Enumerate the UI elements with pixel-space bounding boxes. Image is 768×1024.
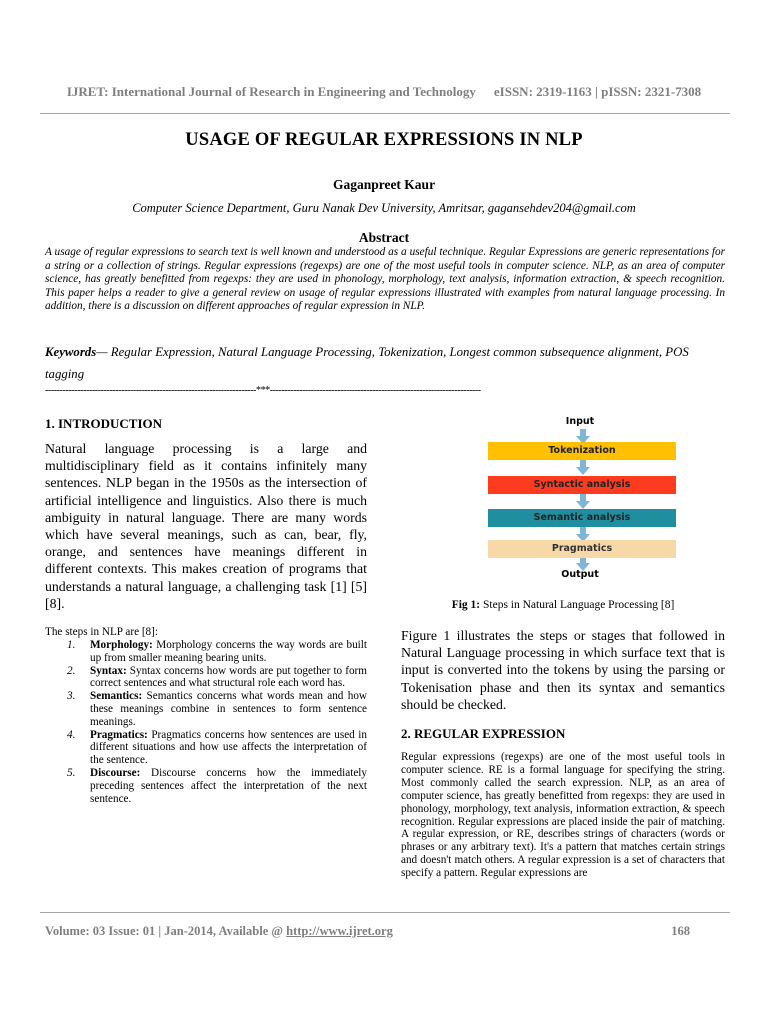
step-term: Discourse: xyxy=(90,767,141,779)
section-separator: ------------------------------------------------------------------------***------------------------------------------------------------------------ xyxy=(45,385,481,396)
introduction-heading: 1. INTRODUCTION xyxy=(45,416,163,431)
volume-info: Volume: 03 Issue: 01 | Jan-2014, Available @ xyxy=(45,924,287,938)
step-term: Semantics: xyxy=(90,690,143,703)
arrow-down-icon xyxy=(576,467,590,475)
footer-rule xyxy=(40,912,730,913)
abstract-text: A usage of regular expressions to search text is well known and understood as a useful technique. Regular Expressions are generic representations for a string or a collection of strings. Regular expressions (regexps) are one of the most useful tools in computer science. NLP, as an area of computer science, has greatly benefitted from regexps: they are used in phonology, morphology, text analysis, information extraction, & speech recognition. This paper helps a reader to give a general review on usage of regular expressions illustrated with examples from natural language processing. In addition, there is a discussion on different approaches of regular expression in NLP. xyxy=(45,246,725,313)
keywords-text: — Regular Expression, Natural Language Processing, Tokenization, Longest common subsequence alignment, POS tagging xyxy=(45,345,689,381)
page-number: 168 xyxy=(671,924,690,938)
list-item xyxy=(45,729,367,767)
paper-title: USAGE OF REGULAR EXPRESSIONS IN NLP xyxy=(185,130,583,150)
author-name: Gaganpreet Kaur xyxy=(332,177,436,192)
figure-caption xyxy=(401,599,725,611)
step-term: Pragmatics: xyxy=(90,728,148,741)
introduction-paragraph: Natural language processing is a large and multidisciplinary field as it contains infinitely many sentences. NLP began in the 1950s as the intersection of artificial intelligence and linguistics. Also there is much ambiguity in natural language. There are many words which have several meanings, such as can, bear, fly, orange, and sentences have meanings different in different contexts. This makes creation of programs that understands a natural language, a challenging task [1] [5] [8]. xyxy=(45,441,367,611)
nlp-pipeline-figure xyxy=(470,416,690,586)
figure-box-semantic-analysis: Semantic analysis xyxy=(488,509,676,527)
figure-input-label: Input xyxy=(565,416,595,427)
arrow-down-icon xyxy=(576,501,590,509)
step-text: Morphology concerns the way words are built up from smaller meaning bearing units. xyxy=(90,639,367,664)
step-term: Syntax: xyxy=(90,664,127,677)
left-column xyxy=(45,416,367,805)
regular-expression-paragraph: Regular expressions (regexps) are one of the most useful tools in computer science. RE is a formal language for specifying the string. Most commonly called the search expression. NLP, as an area of computer science, has greatly benefitted from regexps: they are used in phonology, morphology, text analysis, information extraction, & speech recognition. Regular expressions are placed inside the pair of matching. A regular expression, or RE, describes strings of characters (words or phrases or any arbitrary text). It's a pattern that matches certain strings and doesn't match others. A regular expression is a set of characters that specify a pattern. Regular expressions are xyxy=(401,751,725,880)
step-term: Morphology: xyxy=(90,639,153,652)
issn-info: eISSN: 2319-1163 | pISSN: 2321-7308 xyxy=(493,84,702,99)
list-number: 3. xyxy=(67,690,76,703)
journal-link[interactable]: http://www.ijret.org xyxy=(286,924,393,938)
journal-header xyxy=(0,84,768,100)
header-rule xyxy=(40,113,730,114)
figure-box-syntactic-analysis: Syntactic analysis xyxy=(488,476,676,494)
list-item xyxy=(45,665,367,691)
nlp-steps-list xyxy=(45,639,367,805)
step-text: Discourse concerns how the immediately preceding sentences affect the interpretation of the next sentence. xyxy=(90,767,367,805)
list-number: 2. xyxy=(67,664,76,677)
steps-intro: The steps in NLP are [8]: xyxy=(45,626,158,639)
list-number: 1. xyxy=(67,639,76,652)
author-affiliation: Computer Science Department, Guru Nanak Dev University, Amritsar, gagansehdev204@gmail.com xyxy=(132,201,636,215)
abstract-heading: Abstract xyxy=(358,230,410,245)
caption-text: Steps in Natural Language Processing [8] xyxy=(480,599,675,611)
figure-description-paragraph: Figure 1 illustrates the steps or stages that followed in Natural Language processing in which surface text that is input is converted into the tokens by using the parsing or Tokenisation phase and then its syntax and semantics should be checked. xyxy=(401,628,725,712)
journal-name: IJRET: International Journal of Research in Engineering and Technology xyxy=(66,84,476,99)
figure-output-label: Output xyxy=(561,569,599,580)
list-number: 5. xyxy=(67,767,76,779)
figure-box-pragmatics: Pragmatics xyxy=(488,540,676,558)
page-footer xyxy=(45,924,690,939)
list-item xyxy=(45,767,367,805)
step-text: Semantics concerns what words mean and how these meanings combine in sentences to form sentence meanings. xyxy=(90,690,367,728)
list-number: 4. xyxy=(67,728,76,741)
list-item xyxy=(45,690,367,728)
keywords xyxy=(45,341,725,385)
keywords-label: Keywords xyxy=(45,345,97,359)
regular-expression-heading: 2. REGULAR EXPRESSION xyxy=(401,726,566,741)
step-text: Syntax concerns how words are put together to form correct sentences and what structural role each word has. xyxy=(90,664,367,690)
figure-box-tokenization: Tokenization xyxy=(488,442,676,460)
caption-label: Fig 1: xyxy=(451,599,481,611)
list-item xyxy=(45,639,367,665)
step-text: Pragmatics concerns how sentences are used in different situations and how use affects the interpretation of the sentence. xyxy=(90,728,367,767)
